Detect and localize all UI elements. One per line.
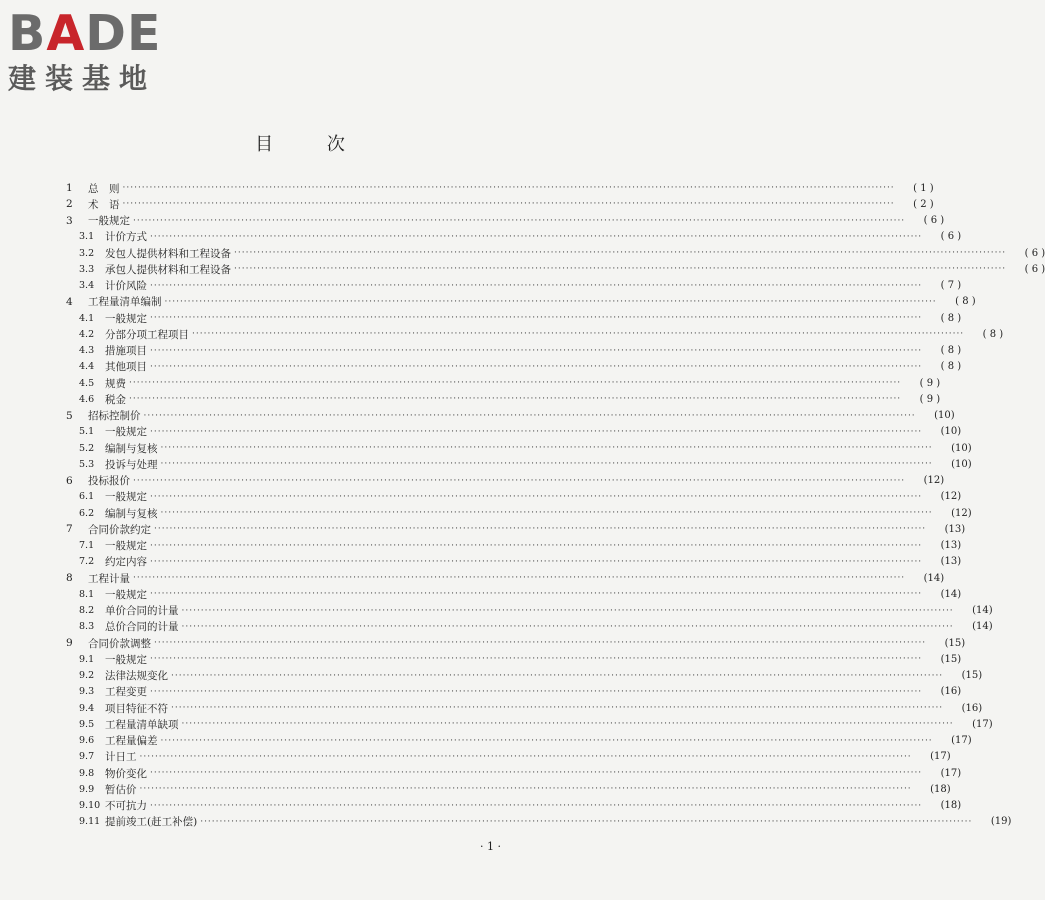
- toc-entry-label: 计价风险: [105, 280, 147, 293]
- toc-entry-label: 投标报价: [88, 475, 130, 488]
- toc-entry-label: 计日工: [105, 751, 137, 764]
- toc-entry-label: 工程量清单缺项: [105, 718, 179, 731]
- toc-entry-page: (15): [940, 653, 962, 665]
- toc-entry-page: (13): [944, 523, 966, 535]
- toc-dot-leader: ········································································································································································································: [129, 378, 902, 389]
- toc-dot-leader: ········································································································································································································: [150, 426, 923, 437]
- toc-entry[interactable]: [66, 635, 966, 651]
- toc-entry-page: (19): [990, 816, 1012, 828]
- toc-dot-leader: ········································································································································································································: [150, 540, 923, 551]
- toc-entry-page: (14): [972, 605, 993, 617]
- toc-entry-number: 1: [66, 182, 73, 195]
- toc-entry[interactable]: [66, 326, 1004, 342]
- toc-entry[interactable]: [66, 456, 972, 472]
- toc-entry-page: (13): [940, 556, 962, 568]
- toc-dot-leader: ········································································································································································································: [192, 329, 965, 340]
- toc-dot-leader: ········································································································································································································: [129, 394, 902, 405]
- toc-entry-label: 工程量清单编制: [88, 296, 162, 309]
- toc-entry-number: 4.4: [79, 361, 95, 373]
- toc-entry[interactable]: [66, 570, 945, 586]
- toc-entry-number: 5.2: [79, 442, 95, 454]
- toc-dot-leader: ········································································································································································································: [122, 199, 895, 210]
- toc-entry[interactable]: [66, 180, 934, 196]
- toc-dot-leader: ········································································································································································································: [150, 686, 923, 697]
- toc-entry[interactable]: [66, 814, 1012, 830]
- toc-entry[interactable]: [66, 391, 941, 407]
- toc-entry-label: 招标控制价: [88, 410, 141, 423]
- toc-entry-page: ( 6 ): [940, 231, 962, 243]
- toc-entry-page: (15): [961, 670, 983, 682]
- toc-entry-label: 总 则: [88, 182, 120, 195]
- toc-dot-leader: ········································································································································································································: [133, 573, 906, 584]
- toc-entry-page: (16): [940, 686, 962, 698]
- toc-entry[interactable]: [66, 586, 962, 602]
- toc-dot-leader: ········································································································································································································: [150, 589, 923, 600]
- toc-entry-number: 5: [66, 409, 73, 422]
- toc-entry-number: 6.1: [79, 491, 95, 503]
- toc-dot-leader: ········································································································································································································: [160, 508, 933, 519]
- toc-entry[interactable]: [66, 278, 962, 294]
- toc-entry-number: 9.3: [79, 686, 95, 698]
- toc-dot-leader: ········································································································································································································: [139, 751, 912, 762]
- toc-entry-page: (12): [940, 491, 962, 503]
- toc-entry-number: 9.4: [79, 702, 95, 714]
- toc-dot-leader: ········································································································································································································: [160, 735, 933, 746]
- toc-entry[interactable]: [66, 245, 1045, 261]
- toc-entry-label: 法律法规变化: [105, 670, 168, 683]
- toc-dot-leader: ········································································································································································································: [150, 556, 923, 567]
- toc-entry-number: 9.5: [79, 718, 95, 730]
- toc-entry[interactable]: [66, 765, 962, 781]
- toc-entry[interactable]: [66, 229, 962, 245]
- toc-entry-page: (16): [961, 702, 983, 714]
- toc-entry-label: 发包人提供材料和工程设备: [105, 247, 231, 260]
- toc-entry-label: 承包人提供材料和工程设备: [105, 263, 231, 276]
- toc-entry-page: ( 2 ): [913, 198, 934, 210]
- toc-entry-page: (10): [951, 458, 972, 470]
- toc-entry-label: 工程变更: [105, 686, 147, 699]
- toc-dot-leader: ········································································································································································································: [160, 459, 933, 470]
- toc-entry-page: (10): [940, 426, 962, 438]
- toc-entry-number: 5.1: [79, 426, 95, 438]
- toc-entry-number: 4.2: [79, 328, 95, 340]
- toc-entry-page: (17): [930, 751, 951, 763]
- toc-dot-leader: ········································································································································································································: [181, 605, 954, 616]
- toc-entry-label: 一般规定: [105, 588, 147, 601]
- toc-entry-label: 总价合同的计量: [105, 621, 179, 634]
- toc-entry[interactable]: [66, 651, 962, 667]
- toc-entry[interactable]: [66, 733, 972, 749]
- toc-entry-number: 3.3: [79, 263, 95, 275]
- toc-entry-number: 9.11: [79, 816, 101, 828]
- toc-entry-label: 编制与复核: [105, 507, 158, 520]
- toc-entry-label: 税金: [105, 393, 126, 406]
- toc-entry[interactable]: [66, 684, 962, 700]
- toc-entry-number: 4.3: [79, 345, 95, 357]
- toc-dot-leader: ········································································································································································································: [150, 361, 923, 372]
- toc-entry-page: (14): [940, 588, 962, 600]
- toc-entry-label: 计价方式: [105, 231, 147, 244]
- toc-entry[interactable]: [66, 473, 945, 489]
- toc-dot-leader: ········································································································································································································: [133, 475, 906, 486]
- toc-entry[interactable]: [66, 538, 962, 554]
- toc-entry-label: 合同价款约定: [88, 523, 151, 536]
- toc-dot-leader: ········································································································································································································: [150, 345, 923, 356]
- toc-entry-page: ( 6 ): [1024, 263, 1045, 275]
- toc-entry-page: (14): [923, 572, 945, 584]
- toc-dot-leader: ········································································································································································································: [150, 654, 923, 665]
- toc-dot-leader: ········································································································································································································: [154, 524, 927, 535]
- toc-entry-page: ( 7 ): [940, 280, 962, 292]
- toc-entry-page: (17): [972, 718, 993, 730]
- toc-entry-number: 3.1: [79, 231, 95, 243]
- toc-entry[interactable]: [66, 424, 962, 440]
- toc-entry-number: 8.1: [79, 588, 95, 600]
- toc-entry-label: 不可抗力: [105, 800, 147, 813]
- toc-entry[interactable]: [66, 310, 962, 326]
- toc-dot-leader: ········································································································································································································: [171, 670, 944, 681]
- toc-entry-number: 8.3: [79, 621, 95, 633]
- toc-dot-leader: ········································································································································································································: [154, 638, 927, 649]
- toc-entry-label: 一般规定: [105, 653, 147, 666]
- toc-dot-leader: ········································································································································································································: [150, 768, 923, 779]
- toc-entry-page: ( 1 ): [913, 182, 934, 194]
- toc-entry-label: 规费: [105, 377, 126, 390]
- toc-entry-label: 约定内容: [105, 556, 147, 569]
- toc-entry-page: (13): [940, 540, 962, 552]
- toc-entry[interactable]: [66, 408, 955, 424]
- toc-entry-page: (17): [951, 735, 972, 747]
- toc-entry[interactable]: [66, 749, 951, 765]
- toc-entry-number: 6.2: [79, 507, 95, 519]
- toc-entry-label: 分部分项工程项目: [105, 328, 189, 341]
- toc-entry-number: 3: [66, 214, 73, 227]
- toc-dot-leader: ········································································································································································································: [150, 280, 923, 291]
- toc-entry-label: 一般规定: [105, 491, 147, 504]
- toc-entry-label: 一般规定: [105, 426, 147, 439]
- toc-entry[interactable]: [66, 798, 962, 814]
- toc-entry-label: 术 语: [88, 198, 120, 211]
- toc-dot-leader: ········································································································································································································: [181, 719, 954, 730]
- toc-entry[interactable]: [66, 489, 962, 505]
- toc-entry-label: 一般规定: [105, 312, 147, 325]
- toc-entry[interactable]: [66, 716, 993, 732]
- toc-dot-leader: ········································································································································································································: [160, 443, 933, 454]
- toc-entry[interactable]: [66, 554, 962, 570]
- toc-entry-label: 投诉与处理: [105, 458, 158, 471]
- toc-entry-page: (12): [923, 475, 945, 487]
- toc-entry-label: 合同价款调整: [88, 637, 151, 650]
- toc-entry-label: 其他项目: [105, 361, 147, 374]
- toc-entry-page: ( 9 ): [919, 377, 941, 389]
- toc-entry-page: ( 8 ): [955, 296, 976, 308]
- toc-entry-label: 工程计量: [88, 572, 130, 585]
- logo-wordmark: BADE: [8, 5, 162, 62]
- toc-entry-page: ( 9 ): [919, 393, 941, 405]
- toc-entry-number: 9.2: [79, 670, 95, 682]
- toc-entry-number: 4.6: [79, 393, 95, 405]
- toc-dot-leader: ········································································································································································································: [122, 183, 895, 194]
- toc-dot-leader: ········································································································································································································: [150, 231, 923, 242]
- toc-entry[interactable]: [66, 294, 976, 310]
- toc-entry[interactable]: [66, 343, 962, 359]
- page-title: 目 次: [255, 134, 369, 155]
- toc-entry-number: 2: [66, 198, 73, 211]
- toc-entry[interactable]: [66, 359, 962, 375]
- toc-entry-number: 7.1: [79, 540, 95, 552]
- toc-entry-number: 9.6: [79, 735, 95, 747]
- toc-entry[interactable]: [66, 375, 941, 391]
- toc-entry[interactable]: [66, 700, 983, 716]
- toc-entry-page: (10): [951, 442, 972, 454]
- toc-entry[interactable]: [66, 261, 1045, 277]
- bade-logo: [8, 5, 178, 96]
- toc-entry-page: ( 6 ): [1024, 247, 1045, 259]
- toc-entry-label: 编制与复核: [105, 442, 158, 455]
- toc-entry-page: ( 6 ): [923, 215, 945, 227]
- toc-dot-leader: ········································································································································································································: [143, 410, 916, 421]
- toc-entry-label: 一般规定: [88, 215, 130, 228]
- page-number: · 1 ·: [480, 840, 501, 853]
- toc-entry-number: 5.3: [79, 458, 95, 470]
- toc-entry-number: 7: [66, 523, 73, 536]
- toc-dot-leader: ········································································································································································································: [150, 491, 923, 502]
- toc-entry-number: 9: [66, 637, 73, 650]
- toc-entry-label: 措施项目: [105, 345, 147, 358]
- toc-entry-number: 4: [66, 295, 73, 308]
- toc-entry[interactable]: [66, 521, 966, 537]
- toc-entry-label: 物价变化: [105, 767, 147, 780]
- toc-entry-number: 3.2: [79, 247, 95, 259]
- toc-entry-number: 8.2: [79, 605, 95, 617]
- toc-entry-page: (12): [951, 507, 972, 519]
- toc-dot-leader: ········································································································································································································: [234, 264, 1007, 275]
- toc-entry[interactable]: [66, 781, 951, 797]
- toc-entry-number: 9.7: [79, 751, 95, 763]
- toc-dot-leader: ········································································································································································································: [200, 816, 973, 827]
- toc-entry-number: 4.1: [79, 312, 95, 324]
- toc-entry-page: (14): [972, 621, 993, 633]
- toc-entry-number: 6: [66, 474, 73, 487]
- toc-dot-leader: ········································································································································································································: [139, 784, 912, 795]
- toc-entry-number: 8: [66, 572, 73, 585]
- toc-entry-number: 4.5: [79, 377, 95, 389]
- toc-entry-number: 7.2: [79, 556, 95, 568]
- toc-entry-page: (15): [944, 637, 966, 649]
- toc-dot-leader: ········································································································································································································: [171, 703, 944, 714]
- toc-entry-label: 提前竣工(赶工补偿): [105, 816, 198, 829]
- toc-entry-page: ( 8 ): [940, 361, 962, 373]
- toc-dot-leader: ········································································································································································································: [181, 621, 954, 632]
- toc-dot-leader: ········································································································································································································: [133, 215, 906, 226]
- toc-entry-label: 项目特征不符: [105, 702, 168, 715]
- toc-entry[interactable]: [66, 668, 983, 684]
- toc-entry-page: (17): [940, 767, 962, 779]
- toc-dot-leader: ········································································································································································································: [150, 313, 923, 324]
- toc-entry-number: 9.10: [79, 800, 101, 812]
- toc-entry-page: (18): [940, 800, 962, 812]
- toc-entry[interactable]: [66, 196, 934, 212]
- toc-dot-leader: ········································································································································································································: [150, 800, 923, 811]
- logo-chinese-text: 建装基地: [8, 62, 157, 95]
- toc-entry-label: 单价合同的计量: [105, 605, 179, 618]
- toc-entry-label: 暂估价: [105, 783, 137, 796]
- toc-entry-number: 3.4: [79, 280, 95, 292]
- toc-entry[interactable]: [66, 505, 972, 521]
- toc-entry-number: 9.8: [79, 767, 95, 779]
- toc-entry-page: (10): [934, 410, 955, 422]
- toc-entry-page: ( 8 ): [982, 328, 1004, 340]
- toc-dot-leader: ········································································································································································································: [234, 248, 1007, 259]
- toc-dot-leader: ········································································································································································································: [164, 296, 937, 307]
- toc-entry[interactable]: [66, 619, 993, 635]
- toc-entry[interactable]: [66, 440, 972, 456]
- toc-entry-number: 9.9: [79, 783, 95, 795]
- toc-entry[interactable]: [66, 213, 945, 229]
- table-of-contents: [66, 180, 1045, 830]
- toc-entry-number: 9.1: [79, 653, 95, 665]
- toc-entry-label: 一般规定: [105, 540, 147, 553]
- toc-entry-page: ( 8 ): [940, 345, 962, 357]
- toc-entry[interactable]: [66, 603, 993, 619]
- toc-entry-page: ( 8 ): [940, 312, 962, 324]
- toc-entry-label: 工程量偏差: [105, 735, 158, 748]
- toc-entry-page: (18): [930, 783, 951, 795]
